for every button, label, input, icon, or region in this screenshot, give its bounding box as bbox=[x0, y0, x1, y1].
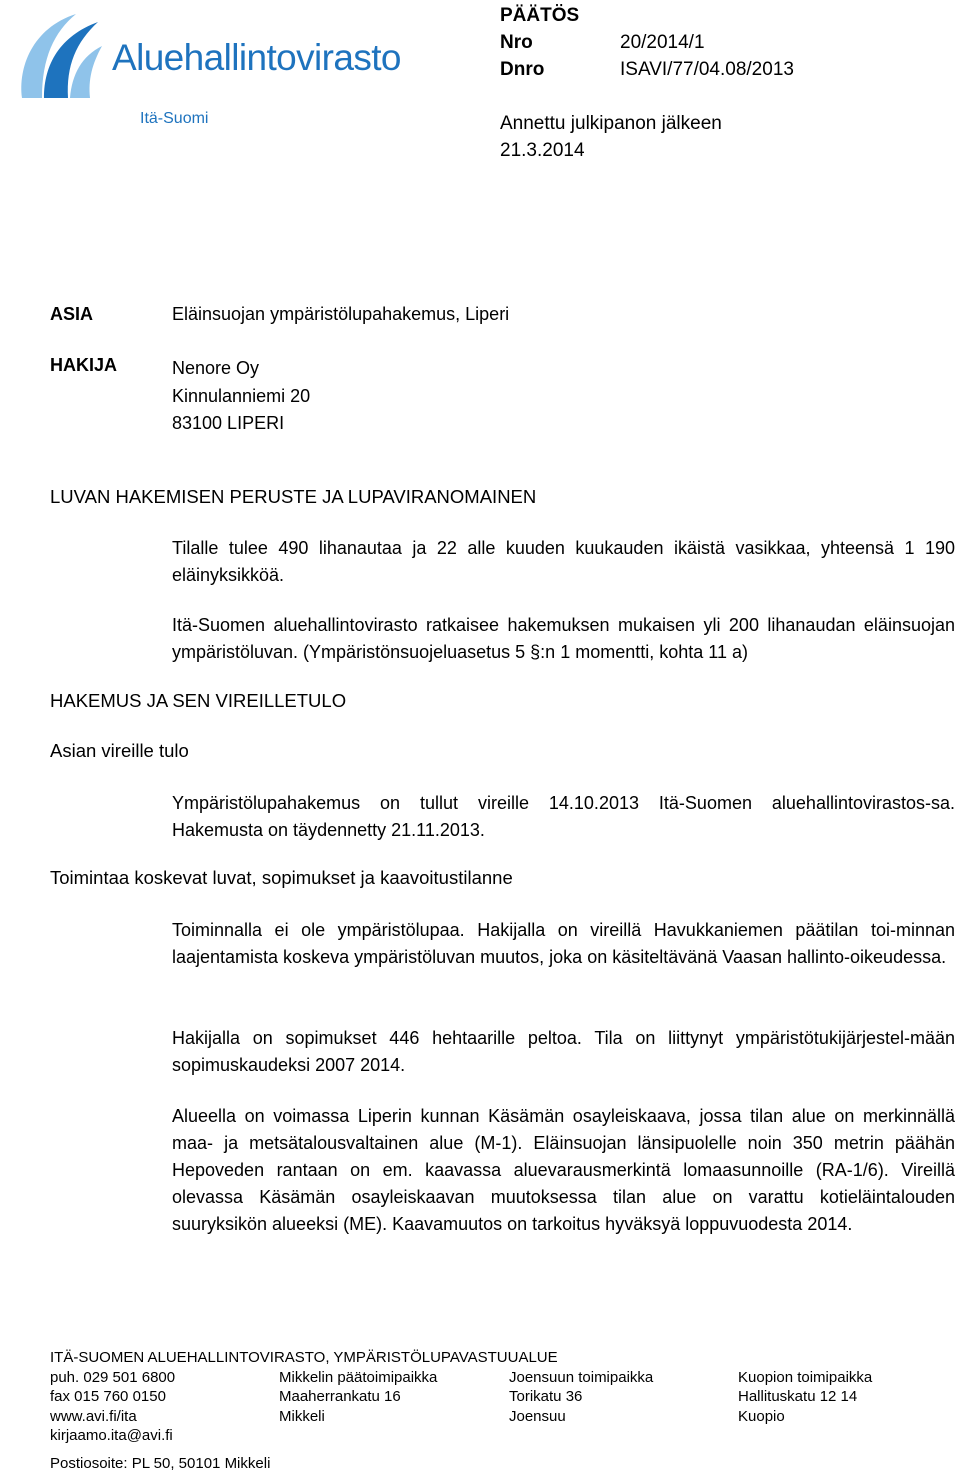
office-name: Kuopion toimipaikka bbox=[738, 1368, 873, 1386]
office-city: Joensuu bbox=[509, 1407, 566, 1425]
paragraph: Hakijalla on sopimukset 446 hehtaarille peltoa. Tila on liittynyt ympäristötukijärjestel-mään sopimuskaudeksi 2007 2014. bbox=[172, 1028, 955, 1075]
asia-label: ASIA bbox=[50, 304, 94, 324]
issued-date: 21.3.2014 bbox=[500, 140, 585, 161]
hakija-line: Nenore Oy bbox=[172, 358, 260, 378]
footer-contact bbox=[50, 1368, 175, 1446]
issued-text: Annettu julkipanon jälkeen bbox=[500, 113, 722, 134]
footer bbox=[50, 1348, 873, 1473]
section-title-luvan: LUVAN HAKEMISEN PERUSTE JA LUPAVIRANOMAINEN bbox=[50, 486, 537, 507]
asia-value: Eläinsuojan ympäristölupahakemus, Liperi bbox=[172, 304, 510, 324]
agency-logo bbox=[14, 6, 401, 106]
paragraph: Alueella on voimassa Liperin kunnan Käsämän osayleiskaava, jossa tilan alue on merkinnällä maa- ja metsätalousvaltainen alue (M-1). Eläinsuojan länsipuolelle noin 350 metrin päähän Hepoveden rantaan on em. kaavassa aluevarausmerkintä lomaasunnoille (RA-1/6). Vireillä olevassa Käsämän osayleiskaavan muutoksessa tilan alue on varattu kotieläintalouden suuryksikön alueeksi (ME). Kaavamuutos on tarkoitus hyväksyä loppuvuodesta 2014. bbox=[172, 1106, 955, 1234]
footer-email-link[interactable]: kirjaamo.ita@avi.fi bbox=[50, 1427, 173, 1444]
nro-value: 20/2014/1 bbox=[620, 32, 705, 53]
paragraph: Ympäristölupahakemus on tullut vireille 14.10.2013 Itä-Suomen aluehallintovirastos-sa. Hakemusta on täydennetty 21.11.2013. bbox=[172, 793, 955, 840]
subsection-title-toimintaa: Toimintaa koskevat luvat, sopimukset ja kaavoitustilanne bbox=[50, 867, 513, 888]
diary-number-row bbox=[500, 56, 794, 83]
decision-type: PÄÄTÖS bbox=[500, 5, 580, 26]
region-label: Itä-Suomi bbox=[140, 110, 209, 127]
paragraph: Tilalle tulee 490 lihanautaa ja 22 alle kuuden kuukauden ikäistä vasikkaa, yhteensä 1 190 eläinyksikköä. bbox=[172, 538, 955, 585]
decision-header bbox=[500, 2, 794, 164]
office-street: Torikatu 36 bbox=[509, 1388, 583, 1405]
nro-label: Nro bbox=[500, 32, 533, 53]
hakija-address bbox=[172, 355, 310, 438]
paragraph: Itä-Suomen aluehallintovirasto ratkaisee hakemuksen mukaisen yli 200 lihanaudan eläinsuojan ympäristöluvan. (Ympäristönsuojeluasetus 5 §:n 1 momentti, kohta 11 a) bbox=[172, 615, 955, 662]
dnro-value: ISAVI/77/04.08/2013 bbox=[620, 59, 794, 80]
hakija-line: 83100 LIPERI bbox=[172, 413, 285, 433]
agency-emblem-icon bbox=[14, 6, 104, 106]
footer-phone: puh. 029 501 6800 bbox=[50, 1368, 176, 1386]
office-street: Maaherrankatu 16 bbox=[279, 1388, 401, 1405]
footer-postal-address: Postiosoite: PL 50, 50101 Mikkeli bbox=[50, 1454, 271, 1472]
footer-fax: fax 015 760 0150 bbox=[50, 1388, 166, 1405]
office-street: Hallituskatu 12 14 bbox=[738, 1388, 858, 1405]
dnro-label: Dnro bbox=[500, 59, 545, 80]
office-city: Mikkeli bbox=[279, 1407, 325, 1425]
footer-website-link[interactable]: www.avi.fi/ita bbox=[50, 1407, 137, 1425]
footer-office-kuopio bbox=[738, 1368, 872, 1427]
footer-title: ITÄ-SUOMEN ALUEHALLINTOVIRASTO, YMPÄRISTÖLUPAVASTUUALUE bbox=[50, 1349, 558, 1366]
footer-office-mikkeli bbox=[279, 1368, 437, 1427]
subsection-title-vireille: Asian vireille tulo bbox=[50, 740, 189, 761]
office-city: Kuopio bbox=[738, 1407, 785, 1425]
footer-columns bbox=[50, 1368, 873, 1448]
hakija-label: HAKIJA bbox=[50, 355, 118, 375]
paragraph: Toiminnalla ei ole ympäristölupaa. Hakijalla on vireillä Havukkaniemen päätilan toi-minnan laajentamista koskeva ympäristöluvan muutos, joka on käsiteltävänä Vaasan hallinto-oikeudessa. bbox=[172, 920, 955, 967]
decision-number-row bbox=[500, 29, 794, 56]
office-name: Mikkelin päätoimipaikka bbox=[279, 1368, 438, 1386]
hakija-line: Kinnulanniemi 20 bbox=[172, 385, 311, 406]
agency-name: Aluehallintovirasto bbox=[112, 37, 401, 78]
section-title-hakemus: HAKEMUS JA SEN VIREILLETULO bbox=[50, 690, 347, 711]
office-name: Joensuun toimipaikka bbox=[509, 1368, 654, 1386]
footer-office-joensuu bbox=[509, 1368, 653, 1427]
